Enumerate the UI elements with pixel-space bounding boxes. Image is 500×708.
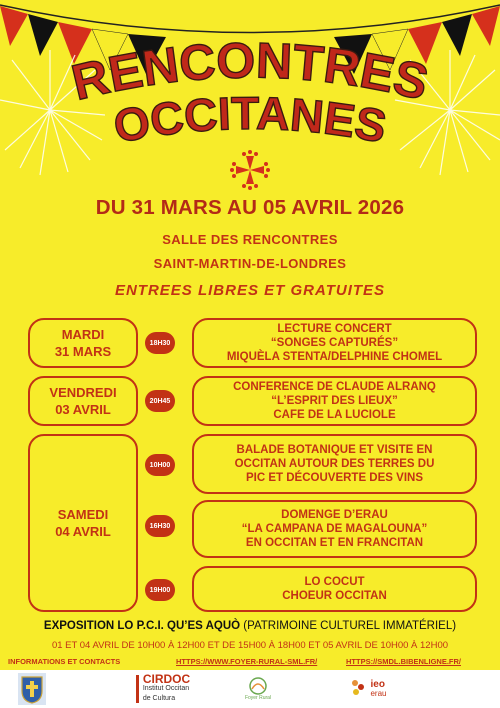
cirdoc-subtitle-2: de Cultura — [142, 695, 176, 702]
day-box-friday — [28, 376, 138, 426]
time-badge: 19H00 — [145, 579, 175, 601]
cirdoc-subtitle-1: Institut Occitan — [142, 685, 190, 692]
day-date: 04 AVRIL — [55, 524, 111, 539]
partner-logos — [0, 670, 500, 708]
event-line: CHOEUR OCCITAN — [282, 590, 387, 602]
time-badge: 20H45 — [145, 390, 175, 412]
event-line: “LA CAMPANA DE MAGALOUNA” — [241, 523, 428, 535]
event-line: CAFE DE LA LUCIOLE — [273, 409, 396, 421]
event-line: LECTURE CONCERT — [277, 323, 392, 335]
town-coat-of-arms-logo — [12, 673, 52, 705]
title-line-1: RENCONTRES — [66, 40, 434, 111]
event-line: PIC ET DÉCOUVERTE DES VINS — [245, 472, 423, 484]
foyer-rural-logo — [238, 673, 278, 705]
ieo-name: ieo — [370, 679, 385, 690]
event-line: “SONGES CAPTURÉS” — [270, 337, 399, 349]
coat-of-arms-icon — [18, 673, 46, 705]
event-line: MIQUÈLA STENTA/DELPHINE CHOMEL — [226, 351, 443, 363]
event-line: CONFERENCE DE CLAUDE ALRANQ — [233, 381, 436, 393]
event-box-balade — [192, 434, 477, 494]
day-name: SAMEDI — [57, 507, 109, 522]
event-title — [40, 40, 460, 160]
time-badge: 10H00 — [145, 454, 175, 476]
event-box-conference — [192, 376, 477, 426]
foyer-rural-name: Foyer Rural — [244, 695, 272, 701]
event-line: DOMENGE D’ERAU — [281, 509, 388, 521]
exposition-subtitle: (PATRIMOINE CULTUREL IMMATÉRIEL) — [240, 620, 457, 632]
event-line: “L’ESPRIT DES LIEUX” — [271, 395, 398, 407]
event-line: LO COCUT — [304, 576, 365, 588]
day-box-saturday — [28, 434, 138, 612]
exposition-title: EXPOSITION LO P.C.I. QU’ES AQUÒ — [43, 620, 241, 632]
time-badge: 18H30 — [145, 332, 175, 354]
time-badge: 16H30 — [145, 515, 175, 537]
title-line-2: OCCITANES — [109, 86, 391, 153]
contacts-label: INFORMATIONS ET CONTACTS — [8, 657, 121, 666]
day-date: 31 MARS — [54, 344, 112, 359]
event-line: BALADE BOTANIQUE ET VISITE EN — [236, 444, 433, 456]
venue-town: SAINT-MARTIN-DE-LONDRES — [153, 256, 347, 271]
day-box-tuesday — [28, 318, 138, 368]
contacts-row — [0, 657, 500, 669]
foyer-rural-link[interactable]: HTTPS://WWW.FOYER-RURAL-SML.FR/ — [176, 657, 318, 666]
exposition-info — [0, 620, 500, 632]
cirdoc-name: CIRDOC — [142, 672, 191, 686]
venue-name: SALLE DES RENCONTRES — [162, 232, 338, 247]
exposition-hours: 01 ET 04 AVRIL DE 10H00 À 12H00 ET DE 15H00 À 18H00 ET 05 AVRIL DE 10H00 À 12H00 — [51, 640, 449, 651]
event-box-domenge — [192, 500, 477, 558]
day-date: 03 AVRIL — [55, 402, 111, 417]
event-box-lo-cocut — [192, 566, 477, 612]
cirdoc-logo — [118, 673, 208, 705]
event-line: EN OCCITAN ET EN FRANCITAN — [245, 537, 424, 549]
ieo-subtitle: erau — [370, 689, 387, 698]
occitan-cross-icon — [228, 148, 272, 192]
entry-info: ENTREES LIBRES ET GRATUITES — [114, 282, 386, 299]
foyer-rural-icon — [247, 677, 269, 695]
event-line: OCCITAN AUTOUR DES TERRES DU — [234, 458, 435, 470]
day-name: VENDREDI — [49, 385, 117, 400]
event-dates: DU 31 MARS AU 05 AVRIL 2026 — [95, 196, 405, 219]
library-link[interactable]: HTTPS://SMDL.BIBENLIGNE.FR/ — [346, 657, 461, 666]
day-name: MARDI — [61, 327, 105, 342]
event-box-lecture-concert — [192, 318, 477, 368]
ieo-logo — [338, 673, 398, 705]
ieo-icon — [349, 677, 367, 701]
